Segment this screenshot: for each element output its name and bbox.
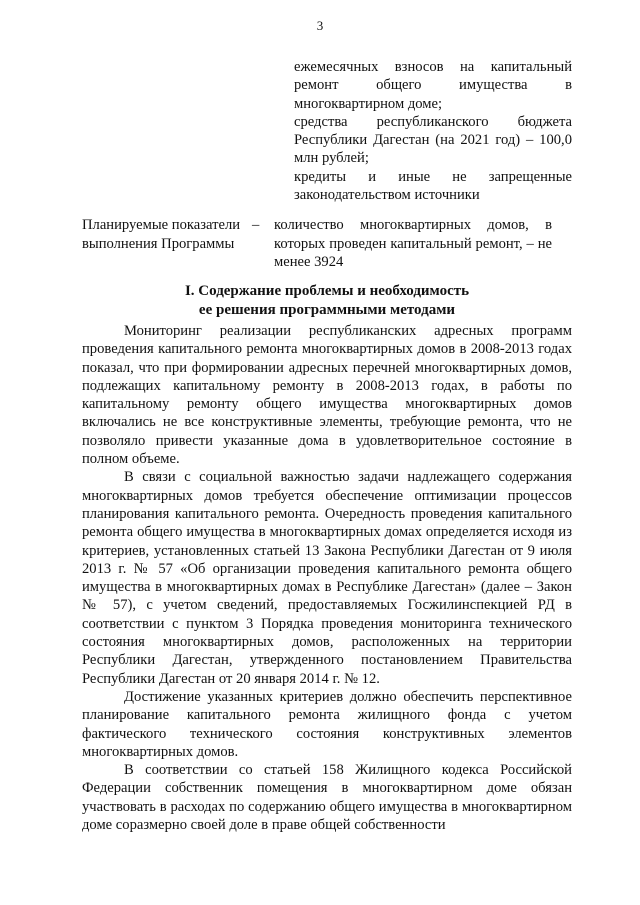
page-number: 3: [316, 18, 324, 33]
indicators-value: количество многоквартирных домов, в которых проведен капитальный ремонт, – не менее 3924: [274, 217, 552, 270]
section-title: [82, 282, 572, 319]
paragraph: Достижение указанных критериев должно обеспечить перспективное планирование капитального ремонта жилищного фонда с учетом фактического технического состояния конструктивных элементов многоквартирных домов.: [82, 688, 572, 760]
paragraph: В соответствии со статьей 158 Жилищного кодекса Российской Федерации собственник помещения в многоквартирном доме обязан участвовать в расходах по содержанию общего имущества в многоквартирном доме соразмерно своей доле в праве общей собственности: [82, 762, 572, 834]
funding-item: кредиты и иные не запрещенные законодательством источники: [294, 168, 572, 204]
section-title-line-2: ее решения программными методами: [198, 301, 456, 318]
paragraph: Мониторинг реализации республиканских адресных программ проведения капитального ремонта многоквартирных домов в 2008-2013 годах показал, что при формировании адресных перечней многоквартирных домов, подлежащих капитальному ремонту в 2008-2013 годах, в работы по капитальному ремонту общего имущества многоквартирных домов включались не все конструктивные элементы, требующие ремонта, что не позволяло привести указанные дома в удовлетворительное состояние в полном объеме.: [82, 323, 572, 468]
funding-item: ежемесячных взносов на капитальный ремонт общего имущества в многоквартирном доме;: [294, 59, 572, 112]
section-title-line-1: I. Содержание проблемы и необходимость: [184, 283, 470, 299]
paragraph: В связи с социальной важностью задачи надлежащего содержания многоквартирных домов требуется обеспечение оптимизации процессов планирования капитального ремонта. Очередность проведения капитального ремонта общего имущества в многоквартирных домах определяется исходя из критериев, установленных статьей 13 Закона Республики Дагестан от 9 июля 2013 г. № 57 «Об организации проведения капитального ремонта общего имущества в многоквартирных домах в Республике Дагестан» (далее – Закон № 57), с учетом сведений, предоставляемых Госжилинспекцией РД в соответствии с пунктом 3 Порядка проведения мониторинга технического состояния многоквартирных домов, расположенных на территории Республики Дагестан, утвержденного постановлением Правительства Республики Дагестан от 20 января 2014 г. № 12.: [82, 469, 572, 687]
indicators-label: Планируемые показатели выполнения Программы: [82, 217, 241, 252]
section-body: [82, 322, 572, 834]
funding-item: средства республиканского бюджета Республики Дагестан (на 2021 год) – 100,0 млн рублей;: [294, 113, 572, 167]
indicators-dash: –: [252, 217, 260, 234]
indicators-row: [82, 216, 572, 271]
program-passport-fragment: [82, 58, 572, 271]
funding-sources-block: [294, 58, 572, 204]
